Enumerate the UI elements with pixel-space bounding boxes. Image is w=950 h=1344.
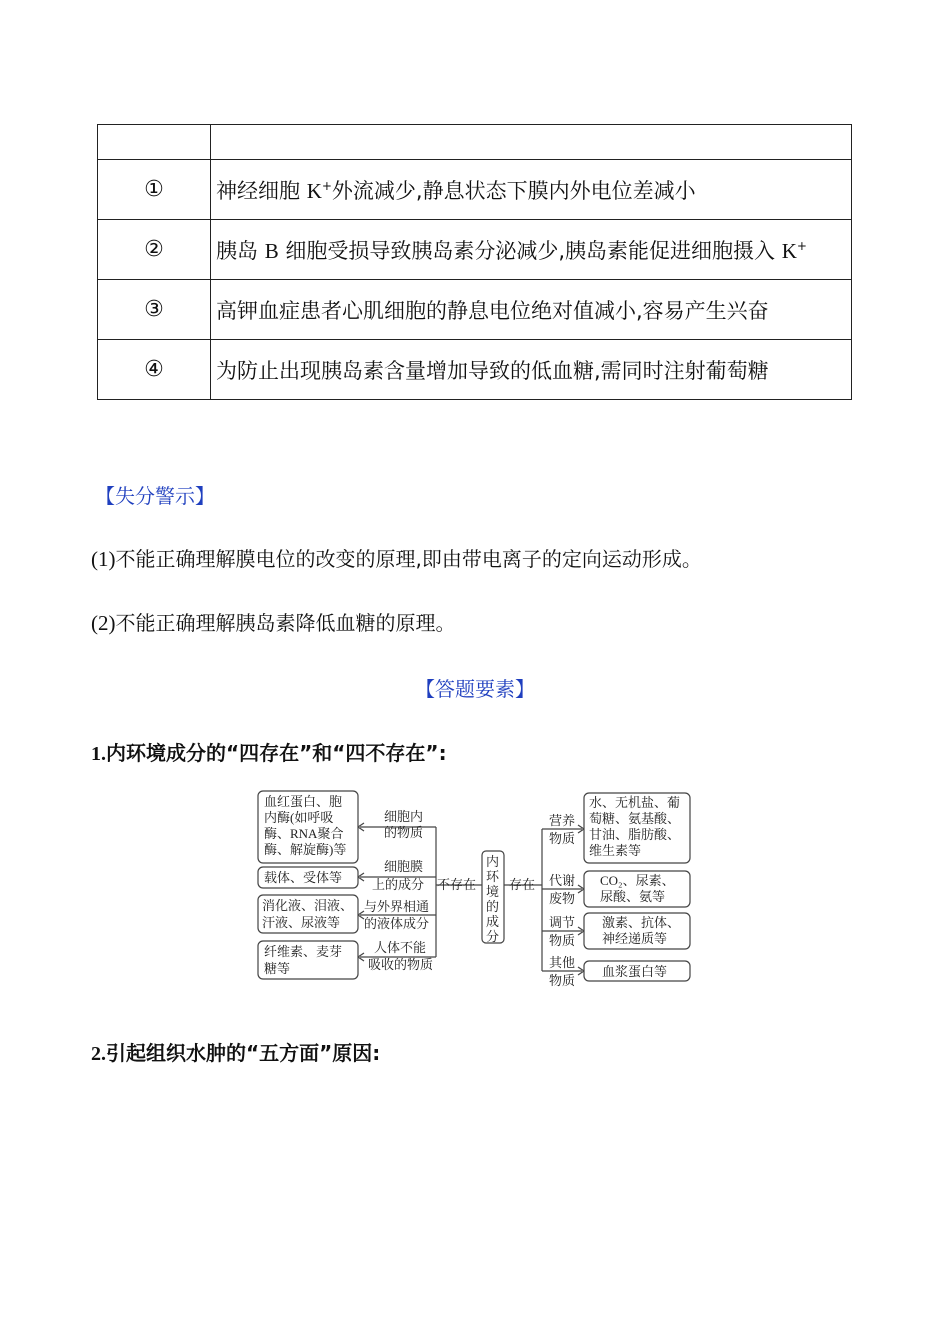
statement-part: 外流减少,静息状态下膜内外电位差减小	[331, 178, 696, 203]
potassium-symbol: K	[781, 238, 797, 263]
box-text: 尿酸、氨等	[600, 889, 666, 904]
row-statement: 为防止出现胰岛素含量增加导致的低血糖,需同时注射葡萄糖	[211, 340, 852, 400]
branch-label: 物质	[549, 933, 576, 948]
row-statement	[211, 220, 852, 280]
header-cell-text	[211, 125, 852, 160]
branch-label: 其他	[549, 955, 576, 970]
center-char: 境	[486, 884, 500, 899]
row-number: ②	[98, 220, 211, 280]
statement-part: 胰岛	[216, 238, 265, 263]
branch-label: 的液体成分	[364, 916, 430, 931]
branch-label: 细胞内	[384, 809, 424, 824]
center-char: 成	[486, 914, 500, 929]
table-row	[98, 280, 852, 340]
header-cell-num	[98, 125, 211, 160]
branch-label: 营养	[549, 813, 576, 828]
options-table	[97, 124, 852, 400]
row-number: ③	[98, 280, 211, 340]
box-text: 纤维素、麦芽	[264, 944, 343, 959]
row-number: ④	[98, 340, 211, 400]
warning-item	[91, 543, 702, 572]
box-text: 血红蛋白、胞	[264, 794, 343, 809]
branch-label: 物质	[549, 831, 576, 846]
section-title: 内环境成分的“四存在”和“四不存在”:	[106, 741, 447, 765]
section-heading	[91, 737, 447, 766]
branch-label: 调节	[549, 915, 576, 930]
section-heading	[91, 1037, 380, 1066]
exist-label: 存在	[509, 877, 536, 892]
center-char: 内	[486, 854, 500, 869]
item-text: 不能正确理解胰岛素降低血糖的原理。	[115, 611, 456, 635]
cell-type-letter: B	[264, 238, 279, 263]
branch-label: 代谢	[549, 873, 576, 888]
branch-label: 的物质	[384, 825, 424, 840]
charge-superscript: +	[796, 238, 807, 253]
box-text: CO₂、尿素、	[600, 873, 675, 888]
box-text: 激素、抗体、	[602, 915, 681, 930]
box-text: 汗液、尿液等	[262, 915, 341, 930]
section-number: 2.	[91, 1043, 106, 1065]
box-text: 酶、解旋酶)等	[264, 842, 347, 857]
branch-label: 与外界相通	[364, 899, 430, 914]
row-number: ①	[98, 160, 211, 220]
row-statement: 高钾血症患者心肌细胞的静息电位绝对值减小,容易产生兴奋	[211, 280, 852, 340]
center-char: 的	[486, 899, 500, 914]
branch-label: 物质	[549, 973, 576, 988]
section-number: 1.	[91, 743, 106, 765]
charge-superscript: +	[321, 178, 332, 193]
center-label	[486, 854, 500, 944]
branch-label: 上的成分	[372, 877, 425, 892]
item-text: 不能正确理解膜电位的改变的原理,即由带电离子的定向运动形成。	[115, 547, 702, 571]
box-text: 维生素等	[589, 843, 642, 858]
statement-part: 神经细胞	[216, 178, 307, 203]
table-row	[98, 220, 852, 280]
box-text: 神经递质等	[602, 931, 668, 946]
branch-label: 废物	[549, 891, 576, 906]
warning-heading: 【失分警示】	[95, 484, 215, 508]
center-char: 分	[486, 929, 500, 944]
warning-item	[91, 607, 456, 636]
section-title: 引起组织水肿的“五方面”原因:	[106, 1041, 381, 1065]
box-text: 血浆蛋白等	[602, 964, 668, 979]
item-number: (1)	[91, 547, 116, 571]
box-text: 甘油、脂肪酸、	[589, 827, 681, 842]
table-row	[98, 160, 852, 220]
not-exist-label: 不存在	[437, 877, 477, 892]
potassium-symbol: K	[306, 178, 322, 203]
composition-diagram	[250, 785, 700, 990]
table-row	[98, 340, 852, 400]
box-text: 糖等	[264, 961, 291, 976]
row-statement	[211, 160, 852, 220]
answer-elements-heading: 【答题要素】	[415, 677, 535, 701]
branch-label: 吸收的物质	[368, 957, 434, 972]
box-text: 萄糖、氨基酸、	[589, 811, 681, 826]
box-text: 内酶(如呼吸	[264, 810, 334, 825]
statement-part: 细胞受损导致胰岛素分泌减少,胰岛素能促进细胞摄入	[278, 238, 782, 263]
branch-label: 人体不能	[374, 940, 427, 955]
box-text: 载体、受体等	[264, 870, 343, 885]
center-char: 环	[486, 869, 500, 884]
table-header-row	[98, 125, 852, 160]
branch-label: 细胞膜	[384, 859, 424, 874]
box-text: 水、无机盐、葡	[589, 795, 681, 810]
box-text: 酶、RNA聚合	[264, 826, 344, 841]
box-text: 消化液、泪液、	[262, 898, 354, 913]
item-number: (2)	[91, 611, 116, 635]
